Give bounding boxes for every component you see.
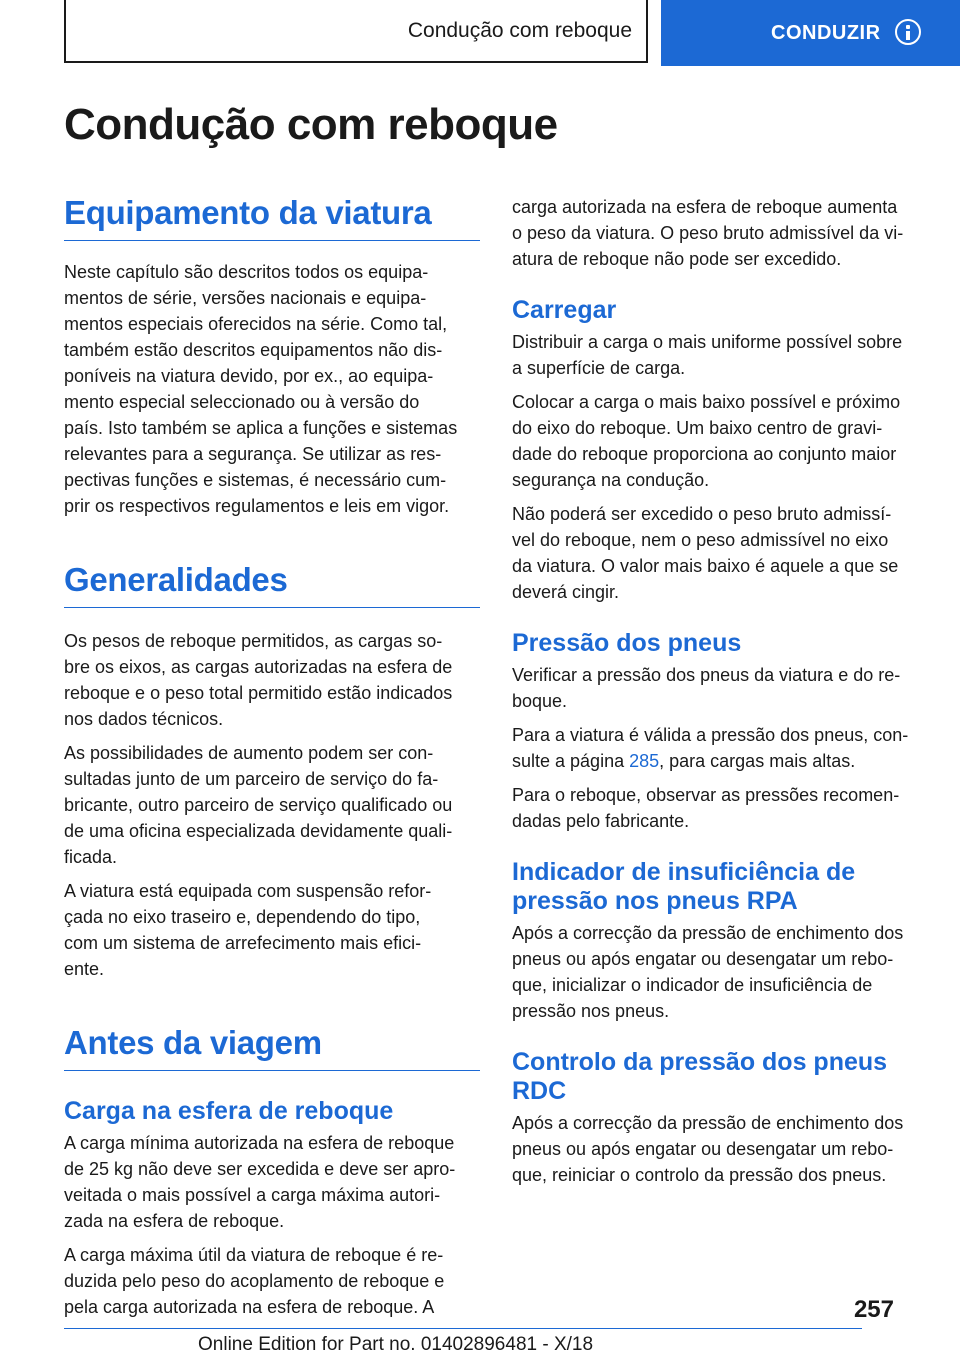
pressao-2-line-1: Para a viatura é válida a pressão dos pneus, con- [512,725,909,745]
chapter-tab[interactable] [661,0,960,66]
section-title: Condução com reboque [407,18,632,42]
paragraph-pressao-2 [512,722,928,774]
heading-pressao-pneus: Pressão dos pneus [512,629,742,657]
paragraph-pressao-3: Para o reboque, observar as pressões recomen- dadas pelo fabricante. [512,785,900,831]
paragraph-generalidades-1: Os pesos de reboque permitidos, as cargas so- bre os eixos, as cargas autorizadas na esfera de reboque e o peso total permitido estão indicados nos dados técnicos. [64,631,453,729]
info-icon[interactable] [895,19,921,45]
right-column [512,194,928,1196]
heading-carga-esfera: Carga na esfera de reboque [64,1097,394,1125]
heading-antes-da-viagem: Antes da viagem [64,1020,480,1071]
paragraph-carregar-1: Distribuir a carga o mais uniforme possível sobre a superfície de carga. [512,332,903,378]
edition-text: Online Edition for Part no. 01402896481 - X/18 [198,1334,594,1355]
paragraph-generalidades-3: A viatura está equipada com suspensão refor- çada no eixo traseiro e, dependendo do tipo, com um sistema de arrefecimento mais efici- ente. [64,881,432,979]
page-title: Condução com reboque [64,100,558,149]
paragraph-carga-1: A carga mínima autorizada na esfera de reboque de 25 kg não deve ser excedida e deve ser apro- veitada o mais possível a carga máxima autori- zada na esfera de reboque. [64,1133,456,1231]
heading-rdc: Controlo da pressão dos pneus RDC [512,1048,888,1105]
paragraph-equipamento: Neste capítulo são descritos todos os equipa- mentos de série, versões nacionais e equipa- mentos especiais oferecidos na série. Como tal, também estão descritos equipamentos não dis- poníveis na viatura devido, por ex., ao equipa- mento especial seleccionado ou à versão do país. Isto também se aplica a funções e sistemas relevantes para a segurança. Se utilizar as res- pectivas funções e sistemas, é necessário cum- prir os respectivos regulamentos e leis em vigor. [64,262,458,516]
paragraph-rpa: Após a correcção da pressão de enchimento dos pneus ou após engatar ou desengatar um rebo- que, inicializar o indicador de insuficiência de pressão nos pneus. [512,923,904,1021]
paragraph-rdc: Após a correcção da pressão de enchimento dos pneus ou após engatar ou desengatar um rebo- que, reiniciar o controlo da pressão dos pneus. [512,1113,904,1185]
paragraph-pressao-1: Verificar a pressão dos pneus da viatura e do re- boque. [512,665,901,711]
paragraph-carregar-3: Não poderá ser excedido o peso bruto admissí- vel do reboque, nem o peso admissível no eixo da viatura. O valor mais baixo é aquele a que se deverá cingir. [512,504,899,602]
footer-divider [64,1328,862,1329]
heading-rpa: Indicador de insuficiência de pressão nos pneus RPA [512,858,856,915]
chapter-label: CONDUZIR [771,21,881,44]
page-reference-link[interactable]: 285 [629,751,660,771]
page-header [0,0,960,66]
paragraph-carregar-2: Colocar a carga o mais baixo possível e próximo do eixo do reboque. Um baixo centro de gravi- dade do reboque proporciona ao conjunto maior segurança na condução. [512,392,901,490]
pressao-2-pre: sulte a página [512,751,630,771]
paragraph-carga-continued: carga autorizada na esfera de reboque aumenta o peso da viatura. O peso bruto admissível da vi- atura de reboque não pode ser excedido. [512,197,904,269]
heading-carregar: Carregar [512,296,617,324]
pressao-2-post: , para cargas mais altas. [659,751,856,771]
page-number: 257 [853,1296,894,1323]
section-tab[interactable] [64,0,648,63]
paragraph-carga-2: A carga máxima útil da viatura de reboque é re- duzida pelo peso do acoplamento de reboque e pela carga autorizada na esfera de reboque. A [64,1245,445,1317]
heading-equipamento: Equipamento da viatura [64,190,480,241]
left-column [64,190,480,1328]
heading-generalidades: Generalidades [64,557,480,608]
paragraph-generalidades-2: As possibilidades de aumento podem ser con- sultadas junto de um parceiro de serviço do fa- bricante, outro parceiro de serviço qualificado ou de uma oficina especializada devidamente quali- ficada. [64,743,453,867]
